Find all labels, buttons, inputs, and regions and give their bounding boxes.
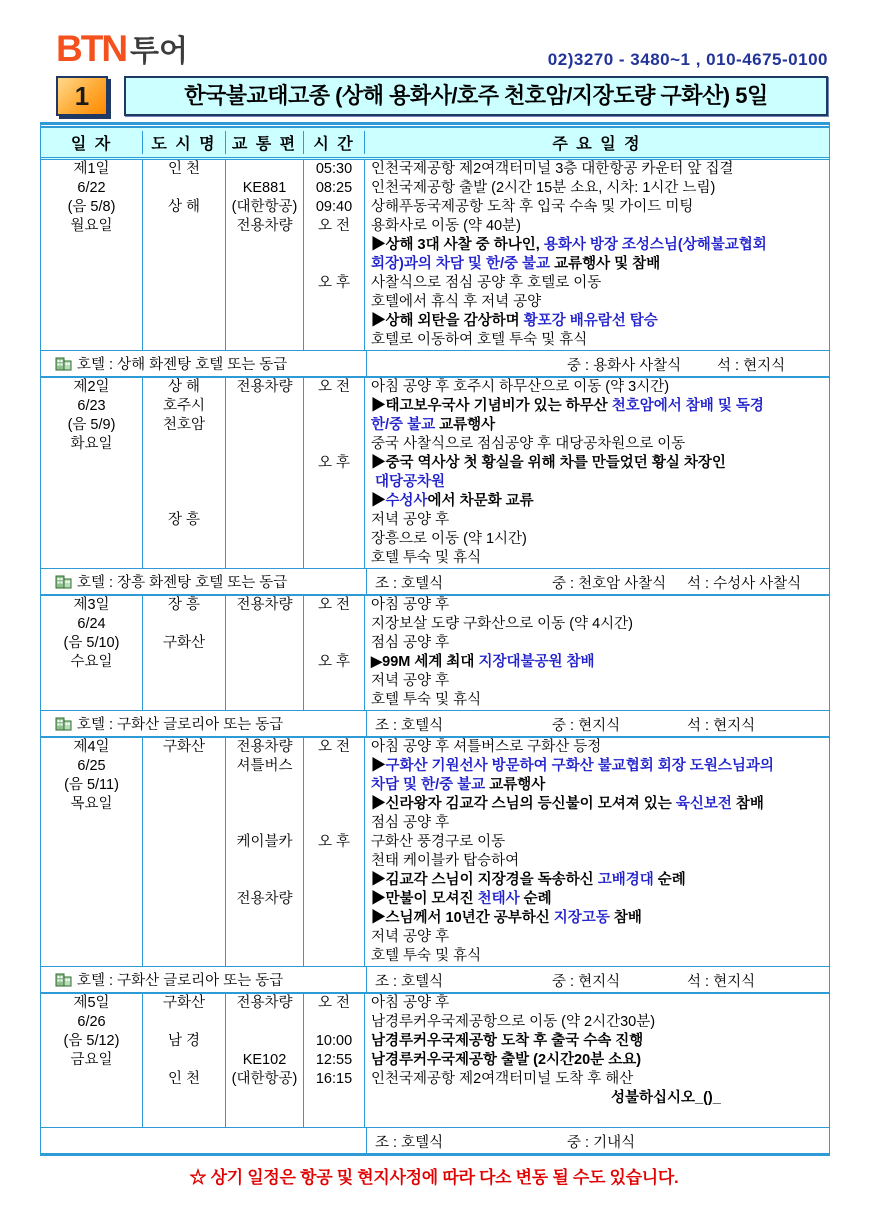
city-cell — [143, 596, 226, 710]
highlight-text: 육신보전 — [675, 796, 732, 812]
schedule-cell — [365, 738, 829, 966]
schedule-line — [371, 909, 829, 928]
schedule-text: 참배 — [731, 796, 764, 812]
date-cell — [41, 378, 143, 568]
hotel-meal-row — [41, 351, 829, 378]
day-row-4 — [41, 738, 829, 967]
schedule-text: 호텔 투숙 및 휴식 — [371, 692, 482, 708]
meal-조: 조 : 호텔식 — [375, 576, 444, 592]
highlight-text: 지장대불공원 참배 — [478, 654, 595, 670]
schedule-cell — [365, 378, 829, 568]
highlight-text: 고배경대 — [597, 872, 654, 888]
schedule-text: 용화사로 이동 (약 40분) — [371, 218, 521, 234]
transport-cell — [226, 994, 304, 1127]
schedule-text: 호텔로 이동하여 호텔 투숙 및 휴식 — [371, 332, 588, 348]
day-row-5 — [41, 994, 829, 1128]
hotel-label: 호텔 : 장흥 화젠탕 호텔 또는 동급 — [77, 575, 288, 591]
schedule-line — [371, 274, 829, 293]
transport-cell-entry: 전용차량 — [236, 379, 293, 395]
table-header-row — [41, 128, 829, 160]
meal-석: 석 : 현지식 — [687, 718, 756, 734]
date-line: (음 5/10) — [63, 635, 120, 651]
hotel-meal-row — [41, 1128, 829, 1156]
city-cell-entry: 인 천 — [167, 161, 201, 177]
schedule-text: ▶상해 3대 사찰 중 하나인, — [371, 237, 544, 253]
schedule-text: 성불하십시오_()_ — [611, 1090, 721, 1106]
time-cell-entry: 오 후 — [317, 654, 351, 670]
city-cell-entry: 장 흥 — [167, 597, 201, 613]
schedule-line — [371, 776, 829, 795]
city-cell-entry: 상 해 — [167, 379, 201, 395]
schedule-text: ▶ — [371, 758, 386, 774]
schedule-text: 중국 사찰식으로 점심공양 후 대당공차원으로 이동 — [371, 436, 686, 452]
schedule-text: 아침 공양 후 호주시 하무산으로 이동 (약 3시간) — [371, 379, 670, 395]
schedule-line — [371, 1013, 829, 1032]
schedule-text: 교류행사 — [435, 417, 496, 433]
schedule-line — [371, 1032, 829, 1051]
schedule-line — [371, 596, 829, 615]
date-line: 6/22 — [77, 180, 106, 196]
highlight-text: 한/중 불교 — [371, 417, 436, 433]
schedule-line — [371, 833, 829, 852]
date-line: (음 5/11) — [64, 777, 119, 793]
schedule-text: 상해푸동국제공항 도착 후 입국 수속 및 가이드 미팅 — [371, 199, 694, 215]
schedule-text: 호텔 투숙 및 휴식 — [371, 948, 482, 964]
schedule-text: 점심 공양 후 — [371, 635, 450, 651]
schedule-line — [371, 795, 829, 814]
highlight-text: 차담 및 한/중 불교 — [371, 777, 486, 793]
schedule-line — [371, 416, 829, 435]
time-cell-entry: 오 전 — [317, 739, 351, 755]
transport-cell-entry: KE102 — [242, 1052, 287, 1068]
schedule-line — [371, 928, 829, 947]
schedule-line — [371, 378, 829, 397]
schedule-line — [371, 1108, 829, 1127]
schedule-text: 남경루커우국제공항 도착 후 출국 수속 진행 — [371, 1033, 644, 1049]
city-cell-entry: 천호암 — [162, 417, 206, 433]
schedule-line — [371, 672, 829, 691]
date-cell — [41, 994, 143, 1127]
highlight-text: 황포강 배유람선 탑승 — [523, 313, 658, 329]
btn-tour-logo — [56, 26, 188, 70]
footer-disclaimer: ☆ 상기 일정은 항공 및 현지사정에 따라 다소 변동 될 수도 있습니다. — [189, 1168, 679, 1187]
time-cell-entry: 오 전 — [317, 597, 351, 613]
schedule-line — [371, 255, 829, 274]
schedule-text: 천태 케이블카 탑승하여 — [371, 853, 520, 869]
date-line: (음 5/8) — [67, 199, 116, 215]
schedule-line — [371, 236, 829, 255]
col-header-time: 시 간 — [304, 131, 365, 154]
transport-cell — [226, 160, 304, 350]
schedule-cell — [365, 994, 829, 1127]
meal-중: 중 : 기내식 — [567, 1135, 636, 1151]
schedule-text: 교류행사 및 참배 — [550, 256, 661, 272]
schedule-line — [371, 293, 829, 312]
transport-cell-entry: 셔틀버스 — [236, 758, 293, 774]
hotel-label: 호텔 : 상해 화젠탕 호텔 또는 동급 — [77, 357, 288, 373]
meal-중: 중 : 용화사 사찰식 — [567, 358, 682, 374]
logo-btn-text: BTN — [56, 28, 127, 69]
schedule-line — [371, 179, 829, 198]
schedule-text: 아침 공양 후 — [371, 995, 450, 1011]
schedule-line — [371, 435, 829, 454]
schedule-text: 저녁 공양 후 — [371, 512, 450, 528]
highlight-text: 수성사 — [385, 493, 428, 509]
schedule-text: 아침 공양 후 셔틀버스로 구화산 등정 — [371, 739, 602, 755]
schedule-text: ▶스님께서 10년간 공부하신 — [371, 910, 554, 926]
meal-석: 석 : 현지식 — [717, 358, 786, 374]
day-row-1 — [41, 160, 829, 351]
schedule-text: ▶만불이 모셔진 — [371, 891, 478, 907]
city-cell — [143, 994, 226, 1127]
schedule-text: 호텔 투숙 및 휴식 — [371, 550, 482, 566]
meal-중: 중 : 천호암 사찰식 — [552, 576, 667, 592]
schedule-text: 호텔에서 휴식 후 저녁 공양 — [371, 294, 542, 310]
date-line: 제1일 — [73, 161, 110, 177]
transport-cell — [226, 378, 304, 568]
city-cell — [143, 378, 226, 568]
schedule-line — [371, 691, 829, 710]
hotel-cell — [41, 711, 367, 736]
schedule-text: 남경루커우국제공항 출발 (2시간20분 소요) — [371, 1052, 642, 1068]
transport-cell-entry: (대한항공) — [231, 199, 298, 215]
transport-cell-entry: 전용차량 — [236, 891, 293, 907]
schedule-line — [371, 1089, 829, 1108]
time-cell — [304, 738, 365, 966]
date-line: 제5일 — [73, 995, 110, 1011]
meal-조: 조 : 호텔식 — [375, 974, 444, 990]
highlight-text: 회장)과의 차담 및 한/중 불교 — [371, 256, 551, 272]
time-cell-entry: 16:15 — [315, 1071, 353, 1087]
hotel-meal-row — [41, 711, 829, 738]
hotel-cell — [41, 351, 367, 376]
schedule-text: ▶신라왕자 김교각 스님의 등신불이 모셔져 있는 — [371, 796, 676, 812]
time-cell-entry: 오 후 — [317, 275, 351, 291]
schedule-text: 장흥으로 이동 (약 1시간) — [371, 531, 527, 547]
schedule-text: 인천국제공항 제2여객터미널 도착 후 해산 — [371, 1071, 634, 1087]
time-cell-entry: 05:30 — [315, 161, 353, 177]
schedule-text: ▶중국 역사상 첫 황실을 위해 차를 만들었던 황실 차장인 — [371, 455, 726, 471]
schedule-line — [371, 890, 829, 909]
transport-cell-entry: 전용차량 — [236, 739, 293, 755]
date-line: 6/25 — [77, 758, 106, 774]
city-cell-entry: 남 경 — [167, 1033, 201, 1049]
time-cell-entry: 10:00 — [315, 1033, 353, 1049]
hotel-icon — [55, 356, 72, 371]
meal-석: 석 : 수성사 사찰식 — [687, 576, 802, 592]
transport-cell — [226, 596, 304, 710]
itinerary-table — [40, 122, 830, 1156]
hotel-icon — [55, 574, 72, 589]
schedule-text: 지장보살 도량 구화산으로 이동 (약 4시간) — [371, 616, 633, 632]
schedule-line — [371, 653, 829, 672]
transport-cell-entry: 케이블카 — [236, 834, 293, 850]
transport-cell-entry: (대한항공) — [231, 1071, 298, 1087]
schedule-text: ▶태고보우국사 기념비가 있는 하무산 — [371, 398, 612, 414]
city-cell-entry: 장 흥 — [167, 512, 201, 528]
col-header-date: 일 자 — [41, 131, 143, 154]
hotel-cell — [41, 967, 367, 992]
schedule-line — [371, 217, 829, 236]
schedule-line — [371, 1051, 829, 1070]
schedule-line — [371, 871, 829, 890]
date-line: 6/24 — [77, 616, 106, 632]
schedule-cell — [365, 160, 829, 350]
hotel-label: 호텔 : 구화산 글로리아 또는 동급 — [77, 717, 284, 733]
meal-중: 중 : 현지식 — [552, 718, 621, 734]
schedule-text: ▶99M 세계 최대 — [371, 654, 479, 670]
date-line: 목요일 — [70, 796, 113, 812]
schedule-text: ▶김교각 스님이 지장경을 독송하신 — [371, 872, 598, 888]
date-cell — [41, 738, 143, 966]
day-row-3 — [41, 596, 829, 711]
city-cell-entry: 구화산 — [162, 995, 206, 1011]
highlight-text: 천호암에서 참배 및 독경 — [611, 398, 764, 414]
schedule-line — [371, 738, 829, 757]
time-cell — [304, 994, 365, 1127]
schedule-line — [371, 511, 829, 530]
date-line: 제2일 — [73, 379, 110, 395]
date-line: 6/23 — [77, 398, 106, 414]
highlight-text: 지장고동 — [553, 910, 610, 926]
schedule-line — [371, 198, 829, 217]
schedule-line — [371, 994, 829, 1013]
hotel-icon — [55, 716, 72, 731]
schedule-line — [371, 160, 829, 179]
schedule-line — [371, 757, 829, 776]
time-cell-entry: 09:40 — [315, 199, 353, 215]
schedule-text: 참배 — [609, 910, 642, 926]
schedule-text: 인천국제공항 제2여객터미널 3층 대한항공 카운터 앞 집결 — [371, 161, 734, 177]
meal-조: 조 : 호텔식 — [375, 718, 444, 734]
schedule-line — [371, 947, 829, 966]
time-cell-entry: 오 후 — [317, 834, 351, 850]
highlight-text: 용화사 방장 조성스님(상해불교협회 — [543, 237, 767, 253]
time-cell-entry: 오 전 — [317, 218, 351, 234]
col-header-transport: 교 통 편 — [226, 131, 304, 154]
transport-cell — [226, 738, 304, 966]
time-cell — [304, 160, 365, 350]
date-line: 월요일 — [70, 218, 113, 234]
itinerary-body — [41, 160, 829, 1156]
city-cell-entry: 호주시 — [162, 398, 206, 414]
schedule-line — [371, 634, 829, 653]
schedule-line — [371, 331, 829, 350]
date-line: (음 5/12) — [63, 1033, 120, 1049]
transport-cell-entry: 전용차량 — [236, 597, 293, 613]
hotel-cell — [41, 1128, 367, 1153]
schedule-line — [371, 312, 829, 331]
schedule-line — [371, 1070, 829, 1089]
transport-cell-entry: 전용차량 — [236, 218, 293, 234]
time-cell — [304, 378, 365, 568]
schedule-text: 교류행사 — [485, 777, 546, 793]
city-cell-entry: 구화산 — [162, 635, 206, 651]
time-cell — [304, 596, 365, 710]
schedule-text: 구화산 풍경구로 이동 — [371, 834, 506, 850]
date-line: 화요일 — [70, 436, 113, 452]
schedule-text: 남경루커우국제공항으로 이동 (약 2시간30분) — [371, 1014, 656, 1030]
schedule-text: 순례 — [653, 872, 686, 888]
date-line: (음 5/9) — [67, 417, 116, 433]
date-line: 제3일 — [73, 597, 110, 613]
city-cell-entry: 인 천 — [167, 1071, 201, 1087]
day-row-2 — [41, 378, 829, 569]
hotel-label: 호텔 : 구화산 글로리아 또는 동급 — [77, 973, 284, 989]
schedule-cell — [365, 596, 829, 710]
schedule-line — [371, 454, 829, 473]
meal-중: 중 : 현지식 — [552, 974, 621, 990]
time-cell-entry: 08:25 — [315, 180, 353, 196]
meals-cell — [367, 351, 829, 376]
meals-cell — [367, 711, 829, 736]
date-line: 제4일 — [73, 739, 110, 755]
highlight-text: 구화산 기원선사 방문하여 구화산 불교협회 회장 도원스님과의 — [385, 758, 774, 774]
meals-cell — [367, 967, 829, 992]
time-cell-entry: 오 전 — [317, 379, 351, 395]
hotel-meal-row — [41, 967, 829, 994]
city-cell — [143, 738, 226, 966]
transport-cell-entry: KE881 — [242, 180, 287, 196]
highlight-text: 대당공차원 — [371, 474, 446, 490]
schedule-line — [371, 473, 829, 492]
schedule-text: ▶ — [371, 493, 386, 509]
tour-number-badge: 1 — [56, 76, 108, 116]
schedule-text: 저녁 공양 후 — [371, 673, 450, 689]
schedule-text: 아침 공양 후 — [371, 597, 450, 613]
highlight-text: 천태사 — [477, 891, 520, 907]
schedule-line — [371, 397, 829, 416]
date-line: 6/26 — [77, 1014, 106, 1030]
schedule-line — [371, 814, 829, 833]
city-cell — [143, 160, 226, 350]
schedule-text: 사찰식으로 점심 공양 후 호텔로 이동 — [371, 275, 602, 291]
city-cell-entry: 구화산 — [162, 739, 206, 755]
schedule-text: 순례 — [519, 891, 552, 907]
tour-title: 한국불교태고종 (상해 용화사/호주 천호암/지장도량 구화산) 5일 — [124, 76, 828, 116]
col-header-city: 도 시 명 — [143, 131, 226, 154]
meals-cell — [367, 1128, 829, 1153]
logo-tour-text: 투어 — [130, 35, 189, 68]
date-cell — [41, 596, 143, 710]
schedule-line — [371, 530, 829, 549]
schedule-line — [371, 615, 829, 634]
phone-number: 02)3270 - 3480~1 , 010-4675-0100 — [547, 50, 828, 69]
schedule-text: ▶상해 외탄을 감상하며 — [371, 313, 524, 329]
date-line: 수요일 — [70, 654, 113, 670]
schedule-text: 점심 공양 후 — [371, 815, 450, 831]
time-cell-entry: 오 전 — [317, 995, 351, 1011]
date-line: 금요일 — [70, 1052, 113, 1068]
hotel-icon — [55, 972, 72, 987]
city-cell-entry: 상 해 — [167, 199, 201, 215]
hotel-cell — [41, 569, 367, 594]
meals-cell — [367, 569, 829, 594]
hotel-meal-row — [41, 569, 829, 596]
schedule-text: 저녁 공양 후 — [371, 929, 450, 945]
schedule-line — [371, 852, 829, 871]
schedule-line — [371, 492, 829, 511]
schedule-text: 인천국제공항 출발 (2시간 15분 소요, 시차: 1시간 느림) — [371, 180, 716, 196]
meal-석: 석 : 현지식 — [687, 974, 756, 990]
time-cell-entry: 오 후 — [317, 455, 351, 471]
col-header-schedule: 주 요 일 정 — [552, 136, 642, 153]
meal-조: 조 : 호텔식 — [375, 1135, 444, 1151]
time-cell-entry: 12:55 — [315, 1052, 353, 1068]
schedule-line — [371, 549, 829, 568]
date-cell — [41, 160, 143, 350]
transport-cell-entry: 전용차량 — [236, 995, 293, 1011]
schedule-text: 에서 차문화 교류 — [427, 493, 534, 509]
